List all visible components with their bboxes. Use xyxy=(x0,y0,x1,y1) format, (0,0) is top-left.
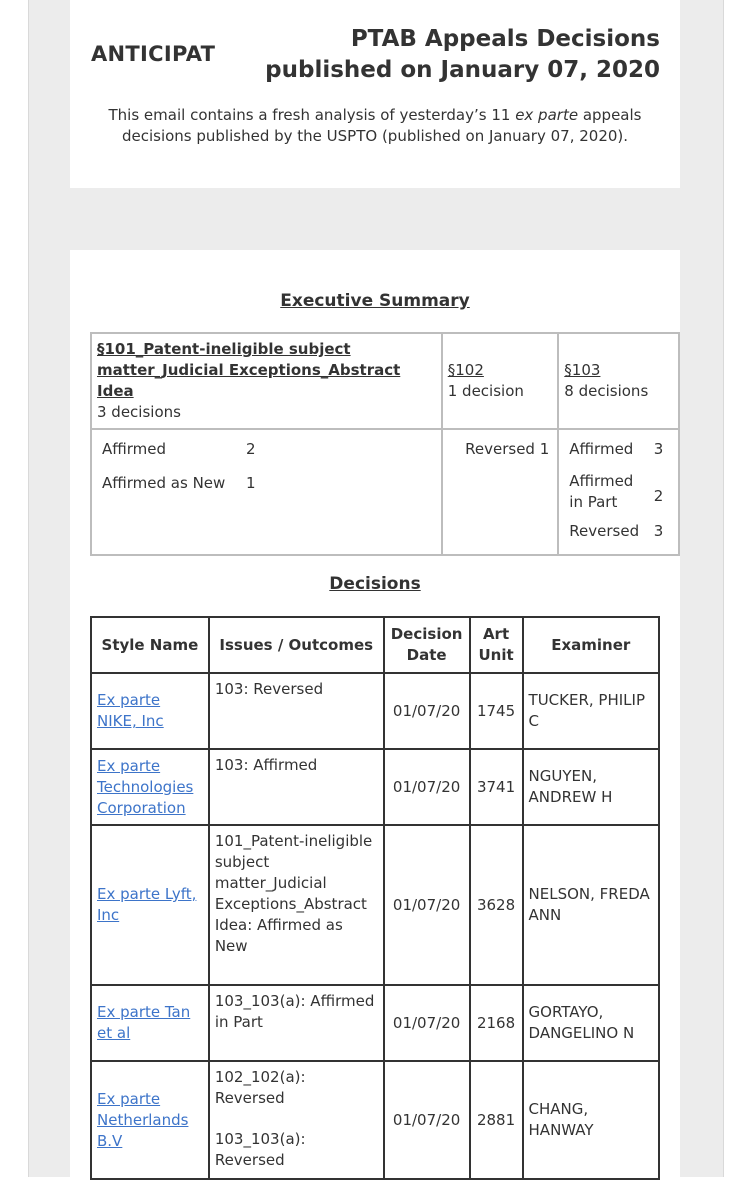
intro-text-part: This email contains a fresh analysis of yesterday’s 11 xyxy=(108,106,516,124)
date-cell: 01/07/20 xyxy=(384,749,470,825)
issue-text: 101_Patent-ineligible subject matter_Judicial Exceptions_Abstract Idea: Affirmed as New xyxy=(214,832,373,955)
column-header: Issues / Outcomes xyxy=(209,617,384,673)
table-row xyxy=(91,749,659,825)
summary-cell xyxy=(442,333,559,429)
issue-text: 103: Affirmed xyxy=(214,756,318,774)
issues-cell xyxy=(209,749,384,825)
outcome-row xyxy=(569,521,663,542)
outcome-value: 2 xyxy=(653,486,664,505)
examiner-cell: CHANG, HANWAY xyxy=(523,1061,659,1179)
art-unit-cell: 1745 xyxy=(470,673,523,749)
table-row xyxy=(91,985,659,1061)
table-row xyxy=(91,825,659,985)
category-count: 8 decisions xyxy=(564,382,649,400)
issue-text: 103_103(a): Reversed xyxy=(214,1130,306,1169)
style-cell xyxy=(91,825,209,985)
header-card xyxy=(70,0,680,188)
decision-link[interactable]: Ex parte Technologies Corporation xyxy=(97,756,194,817)
column-header: Decision Date xyxy=(384,617,470,673)
decision-link[interactable]: Ex parte Tan et al xyxy=(97,1003,191,1042)
summary-table xyxy=(90,332,680,556)
style-cell xyxy=(91,985,209,1061)
outcome-row xyxy=(569,439,663,471)
outcome-row xyxy=(102,439,256,473)
category-count: 1 decision xyxy=(447,382,524,400)
outcome-value: 1 xyxy=(246,474,256,492)
summary-outcome-cell xyxy=(558,429,679,555)
examiner-cell: NELSON, FREDA ANN xyxy=(523,825,659,985)
style-cell xyxy=(91,673,209,749)
table-row xyxy=(91,673,659,749)
outcome-value: 3 xyxy=(653,440,664,458)
outcome-label: Affirmed as New xyxy=(102,474,226,492)
outcome-value: 3 xyxy=(653,522,664,540)
category-link-102[interactable]: §102 xyxy=(447,361,484,379)
date-cell: 01/07/20 xyxy=(384,673,470,749)
style-cell xyxy=(91,749,209,825)
decisions-title: Decisions xyxy=(329,574,421,594)
outcome-row xyxy=(569,471,663,521)
issues-cell xyxy=(209,1061,384,1179)
summary-outcome-row xyxy=(91,429,679,555)
decisions-header-row xyxy=(91,617,659,673)
intro-italic: ex parte xyxy=(515,106,579,124)
column-header: Style Name xyxy=(91,617,209,673)
summary-cell xyxy=(91,333,442,429)
art-unit-cell: 2168 xyxy=(470,985,523,1061)
summary-outcome-cell xyxy=(442,429,559,555)
category-link-103[interactable]: §103 xyxy=(564,361,601,379)
decision-link[interactable]: Ex parte Netherlands B.V xyxy=(97,1089,189,1150)
executive-summary-title: Executive Summary xyxy=(280,291,470,311)
decision-link[interactable]: Ex parte NIKE, Inc xyxy=(97,691,164,730)
table-row xyxy=(91,1061,659,1179)
content-card xyxy=(70,250,680,1190)
intro-text xyxy=(86,105,664,147)
outcome-value: 2 xyxy=(246,440,256,458)
issues-cell xyxy=(209,985,384,1061)
examiner-cell: TUCKER, PHILIP C xyxy=(523,673,659,749)
outcome-label: Affirmed xyxy=(102,440,167,458)
issues-cell xyxy=(209,673,384,749)
issue-text: 103: Reversed xyxy=(214,680,324,698)
art-unit-cell: 2881 xyxy=(470,1061,523,1179)
page-title: PTAB Appeals Decisions published on January 07, 2020 xyxy=(265,26,660,83)
date-cell: 01/07/20 xyxy=(384,985,470,1061)
art-unit-cell: 3628 xyxy=(470,825,523,985)
date-cell: 01/07/20 xyxy=(384,825,470,985)
outcome-label: Reversed xyxy=(465,440,535,458)
brand-logo: ANTICIPAT xyxy=(91,42,216,66)
summary-header-row xyxy=(91,333,679,429)
intro-text-part: appeals decisions published by the USPTO (published on January 07, 2020). xyxy=(121,106,642,145)
column-header: Art Unit xyxy=(470,617,523,673)
decision-link[interactable]: Ex parte Lyft, Inc xyxy=(97,885,197,924)
outcome-label: Affirmed xyxy=(569,440,634,458)
outcome-label: Affirmed in Part xyxy=(569,472,634,511)
outcome-value: 1 xyxy=(539,440,550,458)
category-count: 3 decisions xyxy=(97,403,181,421)
decisions-table xyxy=(90,616,660,1180)
examiner-cell: NGUYEN, ANDREW H xyxy=(523,749,659,825)
summary-cell xyxy=(558,333,679,429)
outcome-row xyxy=(102,473,256,494)
style-cell xyxy=(91,1061,209,1179)
outcome-list xyxy=(102,439,256,494)
outcome-label: Reversed xyxy=(569,522,640,540)
date-cell: 01/07/20 xyxy=(384,1061,470,1179)
summary-outcome-cell xyxy=(91,429,442,555)
issues-cell xyxy=(209,825,384,985)
issue-text: 103_103(a): Affirmed in Part xyxy=(214,992,375,1031)
column-header: Examiner xyxy=(523,617,659,673)
art-unit-cell: 3741 xyxy=(470,749,523,825)
issue-text: 102_102(a): Reversed xyxy=(214,1068,306,1107)
category-link-101[interactable]: §101_Patent-ineligible subject matter_Judicial Exceptions_Abstract Idea xyxy=(97,340,401,400)
examiner-cell: GORTAYO, DANGELINO N xyxy=(523,985,659,1061)
outcome-list xyxy=(569,439,663,542)
